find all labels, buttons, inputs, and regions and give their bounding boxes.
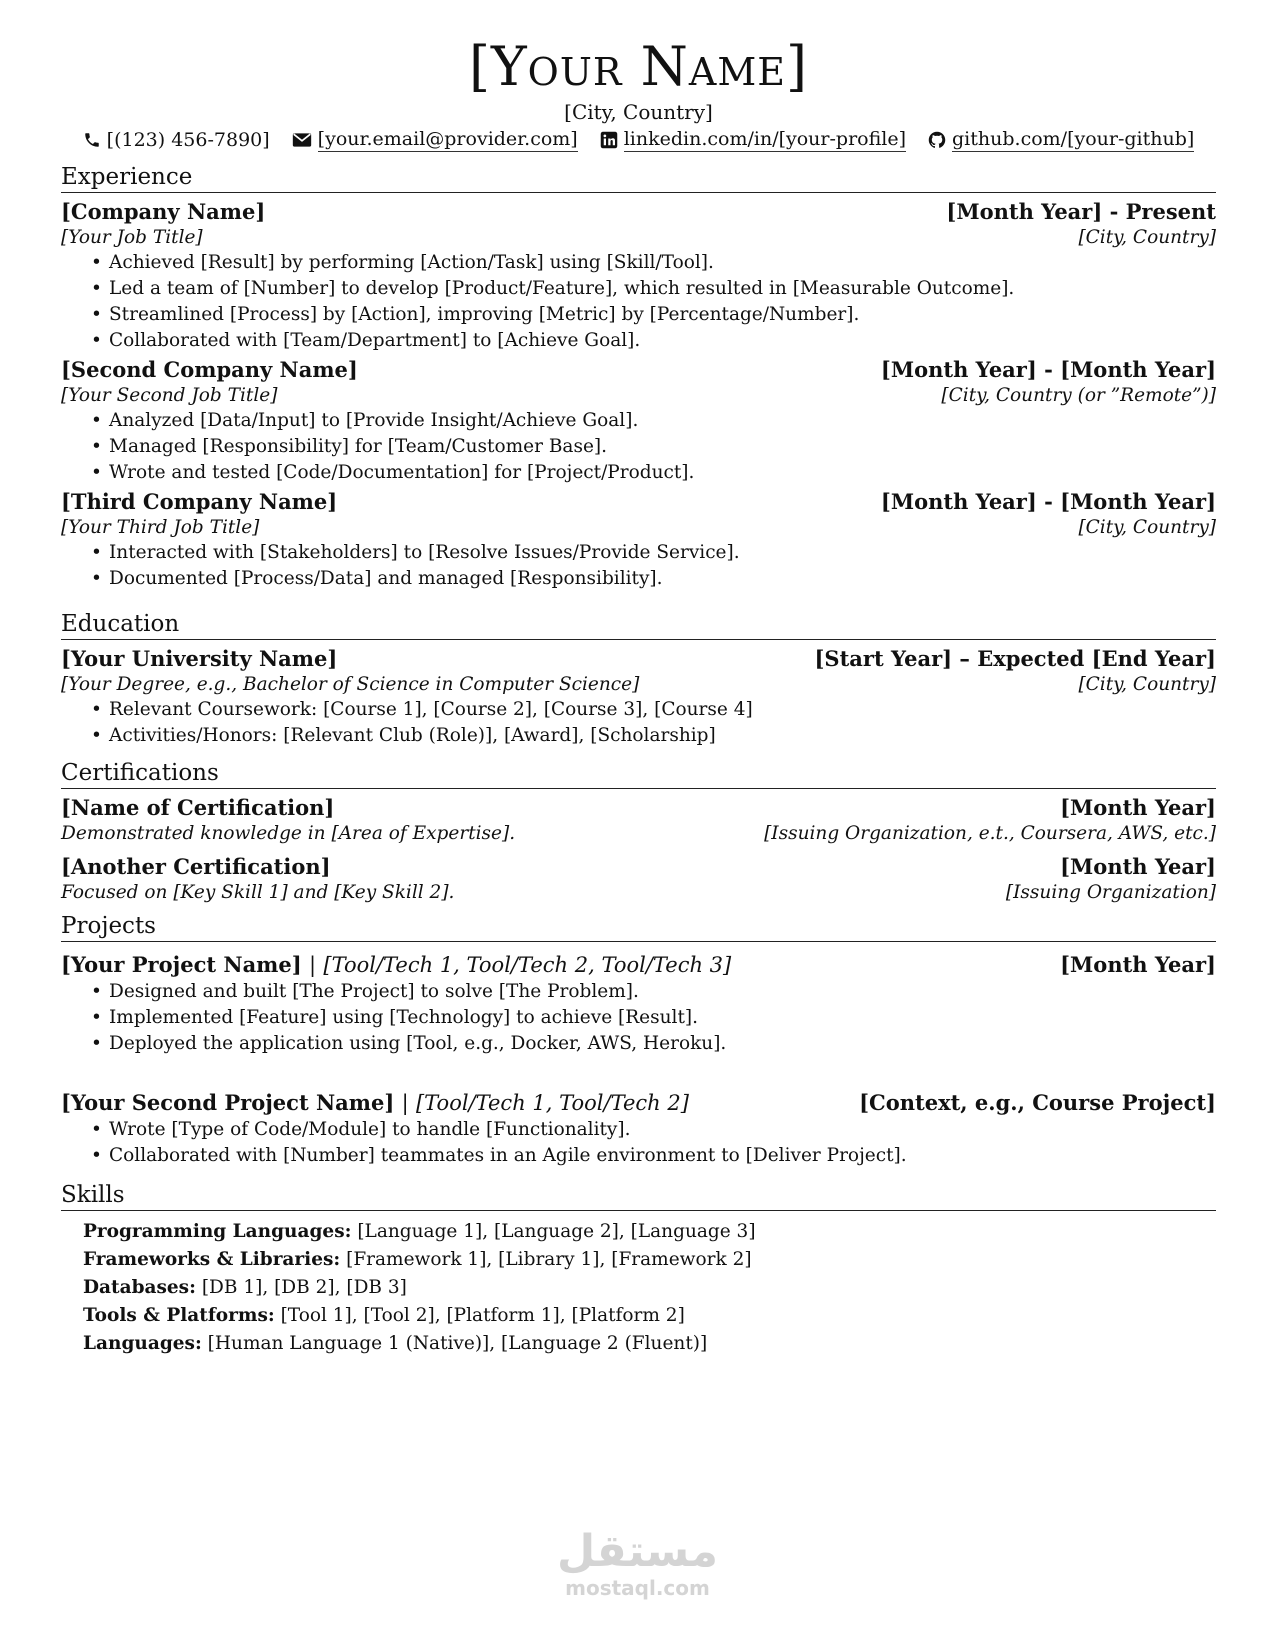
candidate-location: [City, Country] — [564, 100, 713, 124]
degree: [Your Degree, e.g., Bachelor of Science in Computer Science] — [61, 674, 640, 695]
certification-description: Demonstrated knowledge in [Area of Expertise]. — [61, 823, 516, 844]
certification-date: [Month Year] — [1060, 854, 1216, 879]
bullet-item: • Designed and built [The Project] to solve [The Problem]. — [109, 981, 1216, 1002]
bullet-item: • Relevant Coursework: [Course 1], [Course 2], [Course 3], [Course 4] — [109, 699, 1216, 720]
section-title: Certifications — [61, 760, 1216, 789]
section-title: Projects — [61, 913, 1216, 942]
experience-entry — [61, 357, 1216, 483]
job-title: [Your Job Title] — [61, 227, 203, 248]
section-title: Skills — [61, 1182, 1216, 1211]
email-link[interactable]: [your.email@provider.com] — [317, 128, 578, 150]
resume-page — [61, 30, 1216, 1361]
certification-entry — [61, 795, 1216, 844]
project-context: [Context, e.g., Course Project] — [859, 1090, 1216, 1115]
bullet-item: • Activities/Honors: [Relevant Club (Role)], [Award], [Scholarship] — [109, 725, 1216, 746]
job-location: [City, Country] — [1078, 227, 1216, 248]
project-date: [Month Year] — [1060, 952, 1216, 977]
contact-bar — [61, 128, 1216, 152]
bullet-item: • Streamlined [Process] by [Action], improving [Metric] by [Percentage/Number]. — [109, 304, 1216, 325]
skill-value: [Human Language 1 (Native)], [Language 2 (Fluent)] — [207, 1333, 708, 1354]
project-tech: [Tool/Tech 1, Tool/Tech 2] — [415, 1091, 689, 1115]
watermark — [0, 1526, 1275, 1600]
skill-row — [83, 1305, 1216, 1326]
education-dates: [Start Year] – Expected [End Year] — [814, 646, 1216, 671]
skill-value: [Language 1], [Language 2], [Language 3] — [357, 1221, 756, 1242]
project-entry — [61, 1090, 1216, 1166]
skill-value: [DB 1], [DB 2], [DB 3] — [201, 1277, 407, 1298]
project-name: [Your Second Project Name] — [61, 1090, 395, 1115]
bullet-item: • Collaborated with [Number] teammates in an Agile environment to [Deliver Project]. — [109, 1145, 1216, 1166]
company-name: [Company Name] — [61, 199, 266, 224]
bullet-item: • Managed [Responsibility] for [Team/Customer Base]. — [109, 436, 1216, 457]
bullet-item: • Analyzed [Data/Input] to [Provide Insight/Achieve Goal]. — [109, 410, 1216, 431]
school-location: [City, Country] — [1078, 674, 1216, 695]
projects-section — [61, 913, 1216, 1166]
school-name: [Your University Name] — [61, 646, 338, 671]
contact-github[interactable] — [928, 128, 1194, 152]
bullet-item: • Wrote and tested [Code/Documentation] for [Project/Product]. — [109, 462, 1216, 483]
skill-label: Programming Languages: — [83, 1221, 352, 1242]
skill-label: Tools & Platforms: — [83, 1305, 275, 1326]
candidate-name: [Your Name] — [468, 35, 809, 98]
section-title: Education — [61, 611, 1216, 640]
job-location: [City, Country] — [1078, 517, 1216, 538]
job-location: [City, Country (or ”Remote”)] — [941, 385, 1216, 406]
education-section — [61, 611, 1216, 746]
phone-icon — [83, 131, 101, 149]
certifications-section — [61, 760, 1216, 903]
employment-dates: [Month Year] - Present — [946, 199, 1216, 224]
contact-email[interactable] — [292, 128, 578, 152]
certification-issuer: [Issuing Organization, e.t., Coursera, AWS, etc.] — [764, 823, 1216, 844]
skills-list — [61, 1221, 1216, 1354]
skill-label: Languages: — [83, 1333, 202, 1354]
linkedin-icon — [600, 131, 618, 149]
job-title: [Your Second Job Title] — [61, 385, 278, 406]
skill-row — [83, 1249, 1216, 1270]
experience-entry — [61, 199, 1216, 351]
project-separator: | — [309, 953, 317, 977]
linkedin-link[interactable]: linkedin.com/in/[your-profile] — [623, 128, 907, 150]
bullet-item: • Documented [Process/Data] and managed [Responsibility]. — [109, 568, 1216, 589]
bullet-item: • Deployed the application using [Tool, e.g., Docker, AWS, Heroku]. — [109, 1033, 1216, 1054]
envelope-icon — [292, 132, 312, 148]
certification-name: [Another Certification] — [61, 854, 331, 879]
skill-value: [Framework 1], [Library 1], [Framework 2] — [346, 1249, 752, 1270]
project-separator: | — [401, 1091, 409, 1115]
project-name: [Your Project Name] — [61, 952, 302, 977]
bullet-item: • Interacted with [Stakeholders] to [Resolve Issues/Provide Service]. — [109, 542, 1216, 563]
bullet-item: • Achieved [Result] by performing [Action/Task] using [Skill/Tool]. — [109, 252, 1216, 273]
certification-date: [Month Year] — [1060, 795, 1216, 820]
bullet-item: • Collaborated with [Team/Department] to [Achieve Goal]. — [109, 330, 1216, 351]
experience-section — [61, 164, 1216, 589]
skill-label: Frameworks & Libraries: — [83, 1249, 341, 1270]
skill-row — [83, 1221, 1216, 1242]
phone-number: [(123) 456-7890] — [106, 129, 270, 151]
certification-issuer: [Issuing Organization] — [1005, 882, 1216, 903]
skill-label: Databases: — [83, 1277, 196, 1298]
company-name: [Second Company Name] — [61, 357, 358, 382]
certification-name: [Name of Certification] — [61, 795, 335, 820]
bullet-item: • Wrote [Type of Code/Module] to handle [Functionality]. — [109, 1119, 1216, 1140]
github-link[interactable]: github.com/[your-github] — [952, 128, 1195, 150]
skill-row — [83, 1277, 1216, 1298]
certification-entry — [61, 854, 1216, 903]
skills-section — [61, 1182, 1216, 1354]
skill-value: [Tool 1], [Tool 2], [Platform 1], [Platform 2] — [280, 1305, 685, 1326]
contact-linkedin[interactable] — [600, 128, 906, 152]
employment-dates: [Month Year] - [Month Year] — [880, 357, 1216, 382]
experience-entry — [61, 489, 1216, 589]
bullet-item: • Led a team of [Number] to develop [Product/Feature], which resulted in [Measurable Outcome]. — [109, 278, 1216, 299]
employment-dates: [Month Year] - [Month Year] — [880, 489, 1216, 514]
project-tech: [Tool/Tech 1, Tool/Tech 2, Tool/Tech 3] — [323, 953, 732, 977]
certification-description: Focused on [Key Skill 1] and [Key Skill 2]. — [61, 882, 455, 903]
project-entry — [61, 952, 1216, 1054]
section-title: Experience — [61, 164, 1216, 193]
contact-phone — [83, 129, 270, 151]
company-name: [Third Company Name] — [61, 489, 338, 514]
job-title: [Your Third Job Title] — [61, 517, 260, 538]
watermark-latin: mostaql.com — [565, 1576, 710, 1600]
education-entry — [61, 646, 1216, 746]
watermark-arabic: مستقل — [557, 1526, 718, 1577]
github-icon — [928, 131, 946, 149]
skill-row — [83, 1333, 1216, 1354]
bullet-item: • Implemented [Feature] using [Technology] to achieve [Result]. — [109, 1007, 1216, 1028]
resume-header — [61, 35, 1216, 152]
